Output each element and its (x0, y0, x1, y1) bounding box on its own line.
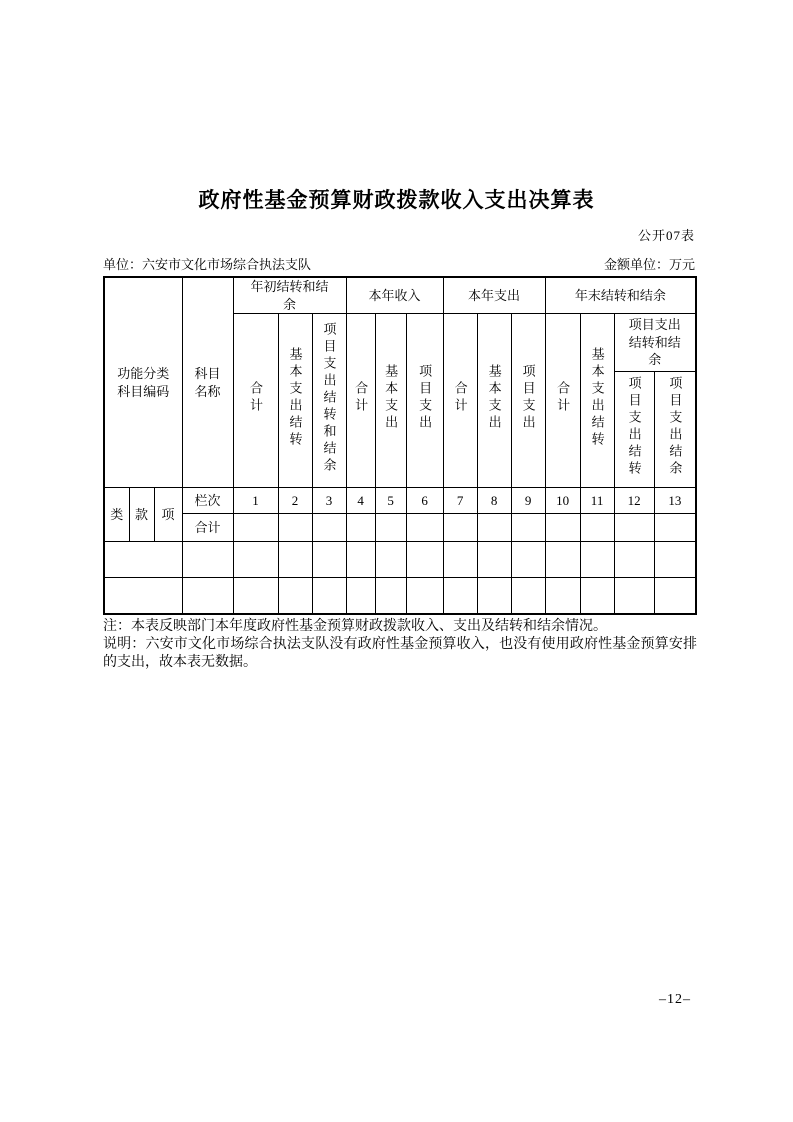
header-subject-name-label: 科目名称 (194, 366, 221, 399)
amount-unit-label: 金额单位：万元 (603, 257, 695, 272)
col-header-end-basic-carryover-label: 基本支出结转 (589, 347, 605, 450)
data-cell (614, 542, 654, 578)
col-header-begin-project-carryover-label: 项目支出结转和结余 (321, 321, 337, 475)
data-cell (654, 542, 696, 578)
row-label (182, 578, 233, 614)
group-header-current-year-income (346, 277, 443, 314)
data-cell (545, 514, 580, 542)
note-text: 注：本表反映部门本年度政府性基金预算财政拨款收入、支出及结转和结余情况。 (103, 619, 607, 634)
data-cell (511, 578, 545, 614)
column-number: 6 (406, 488, 443, 514)
data-cell (443, 578, 477, 614)
col-header-expenditure-project (511, 314, 545, 488)
data-cell (580, 514, 614, 542)
data-cell (312, 578, 346, 614)
data-cell (233, 514, 278, 542)
col-header-end-total-label: 合计 (555, 381, 571, 416)
data-cell (614, 514, 654, 542)
group-header-current-year-expenditure (443, 277, 545, 314)
data-cell (233, 542, 278, 578)
data-cell (545, 578, 580, 614)
col-header-income-basic (375, 314, 406, 488)
data-cell (580, 542, 614, 578)
col-header-item: 项 (154, 488, 182, 542)
page-title: 政府性基金预算财政拨款收入支出决算表 (198, 189, 595, 212)
column-number: 13 (654, 488, 696, 514)
col-header-begin-basic-carryover-label: 基本支出结转 (287, 347, 303, 450)
row-index-label: 栏次 (182, 488, 233, 514)
data-cell (346, 578, 375, 614)
data-cell (346, 514, 375, 542)
data-cell (477, 514, 511, 542)
code-cell (104, 542, 182, 578)
col-header-end-project-carryover-label: 项目支出结转 (626, 376, 642, 479)
data-cell (477, 542, 511, 578)
data-cell (346, 542, 375, 578)
col-header-end-project-balance-label: 项目支出结余 (667, 376, 683, 479)
col-header-expenditure-basic (477, 314, 511, 488)
data-cell (511, 542, 545, 578)
col-header-expenditure-total (443, 314, 477, 488)
data-cell (406, 542, 443, 578)
col-header-income-project-label: 项目支出 (417, 364, 433, 433)
col-header-expenditure-basic-label: 基本支出 (486, 364, 502, 433)
row-label (182, 542, 233, 578)
column-number: 3 (312, 488, 346, 514)
col-header-income-total-label: 合计 (353, 381, 369, 416)
group-header-current-year-income-label: 本年收入 (368, 287, 421, 303)
budget-table (103, 276, 697, 615)
data-cell (375, 542, 406, 578)
data-cell (580, 578, 614, 614)
column-number: 11 (580, 488, 614, 514)
col-header-end-total (545, 314, 580, 488)
column-number-row (104, 488, 696, 514)
data-cell (375, 578, 406, 614)
row-label-total: 合计 (182, 514, 233, 542)
data-cell (233, 578, 278, 614)
unit-label: 单位：六安市文化市场综合执法支队 (103, 257, 312, 272)
column-number: 4 (346, 488, 375, 514)
col-header-begin-total (233, 314, 278, 488)
column-number: 10 (545, 488, 580, 514)
header-func-code-label: 功能分类科目编码 (117, 366, 170, 399)
subgroup-header-project-carryover-balance-label: 项目支出结转和结余 (628, 317, 681, 368)
data-cell (614, 578, 654, 614)
column-number: 2 (278, 488, 312, 514)
explanation-text: 说明：六安市文化市场综合执法支队没有政府性基金预算收入，也没有使用政府性基金预算安排的支出，故本表无数据。 (103, 637, 697, 671)
data-cell (278, 542, 312, 578)
group-header-year-end-carryover-label: 年末结转和结余 (574, 287, 666, 303)
col-header-end-project-carryover (614, 372, 654, 488)
col-header-end-project-balance (654, 372, 696, 488)
col-header-end-basic-carryover (580, 314, 614, 488)
col-header-begin-total-label: 合计 (248, 381, 264, 416)
group-header-year-end-carryover (545, 277, 696, 314)
table-row-total (104, 514, 696, 542)
table-row (104, 578, 696, 614)
col-header-section: 款 (129, 488, 154, 542)
data-cell (278, 578, 312, 614)
column-number: 9 (511, 488, 545, 514)
column-number: 5 (375, 488, 406, 514)
header-func-code (104, 277, 182, 488)
data-cell (406, 514, 443, 542)
data-cell (545, 542, 580, 578)
page-number: –12– (659, 992, 691, 1007)
col-header-income-project (406, 314, 443, 488)
data-cell (511, 514, 545, 542)
unit-line (103, 254, 695, 273)
data-cell (477, 578, 511, 614)
col-header-class: 类 (104, 488, 129, 542)
data-cell (312, 514, 346, 542)
column-number: 1 (233, 488, 278, 514)
col-header-begin-basic-carryover (278, 314, 312, 488)
column-number: 12 (614, 488, 654, 514)
column-number: 7 (443, 488, 477, 514)
column-number: 8 (477, 488, 511, 514)
group-header-year-begin-carryover (233, 277, 346, 314)
notes-block (103, 618, 697, 673)
table-row (104, 542, 696, 578)
col-header-expenditure-project-label: 项目支出 (520, 364, 536, 433)
subgroup-header-project-carryover-balance (614, 314, 696, 372)
col-header-expenditure-total-label: 合计 (452, 381, 468, 416)
col-header-income-total (346, 314, 375, 488)
header-subject-name (182, 277, 233, 488)
form-code: 公开07表 (637, 228, 695, 243)
data-cell (375, 514, 406, 542)
group-header-year-begin-carryover-label: 年初结转和结余 (250, 279, 329, 312)
data-cell (443, 542, 477, 578)
data-cell (654, 514, 696, 542)
col-header-income-basic-label: 基本支出 (383, 364, 399, 433)
code-cell (104, 578, 182, 614)
col-header-begin-project-carryover (312, 314, 346, 488)
data-cell (654, 578, 696, 614)
group-header-current-year-expenditure-label: 本年支出 (468, 287, 521, 303)
data-cell (312, 542, 346, 578)
data-cell (278, 514, 312, 542)
data-cell (406, 578, 443, 614)
data-cell (443, 514, 477, 542)
